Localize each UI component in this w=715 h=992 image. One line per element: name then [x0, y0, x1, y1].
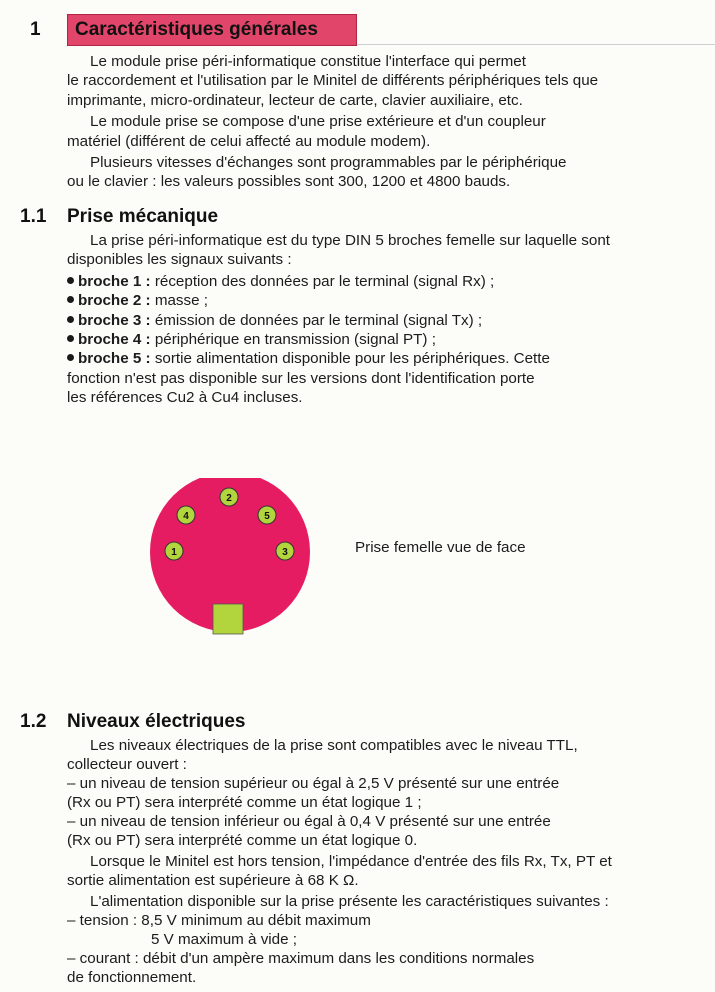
para-line: Le module prise se compose d'une prise extérieure et d'un coupleur — [90, 113, 546, 131]
para-line: disponibles les signaux suivants : — [67, 251, 292, 269]
para-line: – tension : 8,5 V minimum au débit maximum — [67, 912, 371, 929]
broche-desc: réception des données par le terminal (signal Rx) ; — [154, 272, 495, 290]
section-title: Caractéristiques générales — [75, 19, 318, 40]
pin-3-label: 3 — [282, 547, 288, 558]
diagram-caption: Prise femelle vue de face — [355, 539, 526, 556]
para-line: – un niveau de tension supérieur ou égal à 2,5 V présenté sur une entrée — [67, 775, 560, 792]
section12-body — [67, 736, 707, 987]
para-line: Le module prise péri-informatique constitue l'interface qui permet — [90, 53, 526, 70]
para-line: collecteur ouvert : — [67, 756, 187, 773]
bullet-icon — [67, 354, 74, 361]
section1-body — [67, 52, 707, 192]
pin-3 — [276, 542, 294, 560]
section-number: 1.1 — [20, 206, 47, 227]
para-line: de fonctionnement. — [67, 969, 197, 986]
para-line: Plusieurs vitesses d'échanges sont programmables par le périphérique — [90, 154, 567, 172]
bullet-icon — [67, 316, 74, 323]
broche-desc: masse ; — [154, 292, 208, 310]
para-line: Lorsque le Minitel est hors tension, l'impédance d'entrée des fils Rx, Tx, PT et — [90, 853, 612, 870]
pin-1-label: 1 — [171, 547, 177, 558]
pin-5-label: 5 — [264, 511, 270, 522]
section-number: 1.2 — [20, 711, 47, 732]
para-line: La prise péri-informatique est du type DIN 5 broches femelle sur laquelle sont — [90, 232, 611, 249]
broche-item — [67, 272, 707, 291]
pin-4-label: 4 — [183, 511, 189, 522]
para-line: fonction n'est pas disponible sur les versions dont l'identification porte — [67, 369, 535, 387]
broche-desc: périphérique en transmission (signal PT) ; — [154, 331, 436, 349]
connector-key — [213, 604, 243, 634]
para-line: (Rx ou PT) sera interprété comme un état logique 0. — [67, 832, 418, 849]
para-line: les références Cu2 à Cu4 incluses. — [67, 389, 303, 407]
bullet-icon — [67, 296, 74, 303]
header-rule — [357, 44, 715, 45]
para-line: – un niveau de tension inférieur ou égal à 0,4 V présenté sur une entrée — [67, 813, 551, 830]
broche-name: broche 4 : — [78, 331, 151, 349]
section-number: 1 — [30, 19, 41, 40]
broche-item — [67, 291, 707, 310]
broche-desc: émission de données par le terminal (signal Tx) ; — [154, 311, 483, 329]
broche-item — [67, 349, 707, 368]
broche-desc: sortie alimentation disponible pour les périphériques. Cette — [154, 350, 550, 368]
para-line: sortie alimentation est supérieure à 68 K Ω. — [67, 872, 359, 889]
broche-name: broche 2 : — [78, 292, 151, 310]
para-line: – courant : débit d'un ampère maximum dans les conditions normales — [67, 950, 535, 967]
broche-item — [67, 311, 707, 330]
broche-name: broche 5 : — [78, 350, 151, 368]
broche-name: broche 1 : — [78, 272, 151, 290]
para-line: le raccordement et l'utilisation par le Minitel de différents périphériques tels que — [67, 72, 599, 90]
bullet-icon — [67, 335, 74, 342]
broche-name: broche 3 : — [78, 311, 151, 329]
para-line: imprimante, micro-ordinateur, lecteur de carte, clavier auxiliaire, etc. — [67, 91, 523, 109]
para-line: (Rx ou PT) sera interprété comme un état logique 1 ; — [67, 794, 422, 811]
section-title: Niveaux électriques — [67, 711, 246, 732]
pin-2 — [220, 488, 238, 506]
para-line: Les niveaux électriques de la prise sont compatibles avec le niveau TTL, — [90, 737, 578, 754]
para-line: 5 V maximum à vide ; — [151, 931, 298, 948]
para-line: matériel (différent de celui affecté au module modem). — [67, 132, 431, 150]
pin-5 — [258, 506, 276, 524]
broche-item — [67, 330, 707, 349]
section-title: Prise mécanique — [67, 206, 219, 227]
section-title-box — [67, 14, 357, 46]
section11-body — [67, 231, 707, 408]
pin-2-label: 2 — [226, 493, 232, 504]
para-line: L'alimentation disponible sur la prise présente les caractéristiques suivantes : — [90, 893, 609, 910]
bullet-icon — [67, 277, 74, 284]
pin-4 — [177, 506, 195, 524]
para-line: ou le clavier : les valeurs possibles sont 300, 1200 et 4800 bauds. — [67, 173, 511, 191]
din-connector-diagram — [148, 478, 318, 638]
pin-1 — [165, 542, 183, 560]
